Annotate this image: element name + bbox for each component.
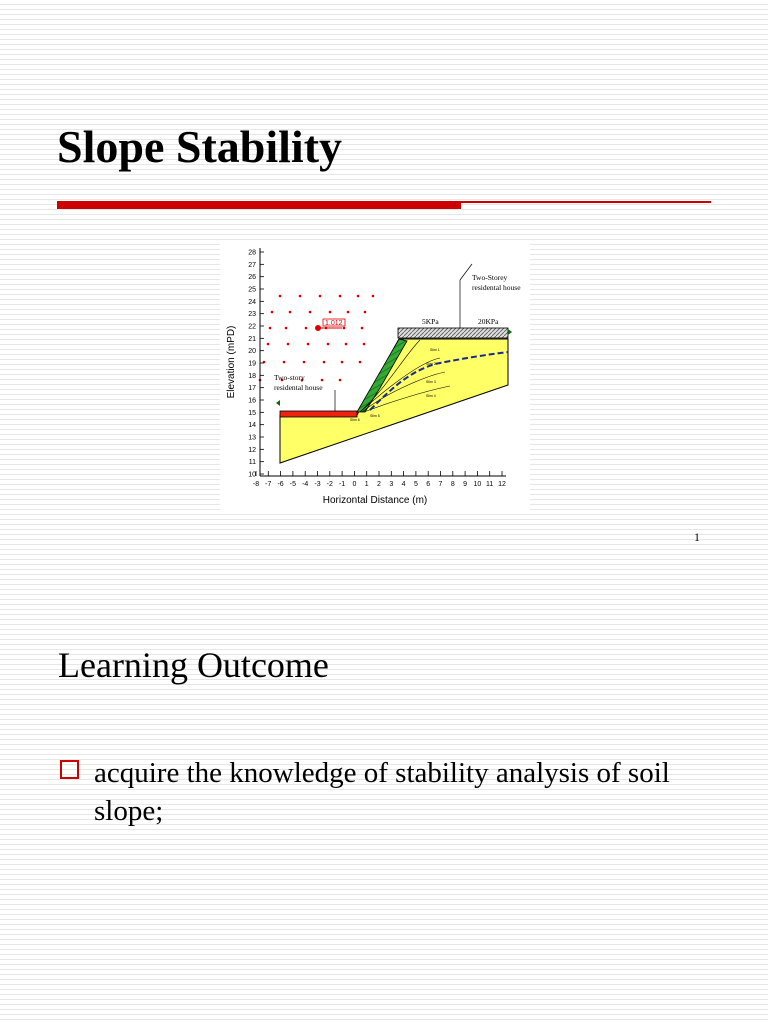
trial-grid-point xyxy=(341,361,344,364)
trial-grid-point xyxy=(347,311,350,314)
trial-grid-points xyxy=(259,295,375,382)
trial-grid-point xyxy=(343,327,346,330)
load-left-label: 5KPa xyxy=(422,317,439,326)
y-tick-label: 27 xyxy=(248,261,256,269)
left-boundary-marker xyxy=(276,400,280,406)
label-house-left-2: residental house xyxy=(274,383,323,392)
x-tick-label: -2 xyxy=(326,481,333,488)
toe-platform xyxy=(280,411,357,417)
trial-grid-point xyxy=(269,327,272,330)
x-tick-label: -6 xyxy=(277,481,284,488)
x-tick-label: 12 xyxy=(498,481,506,488)
y-tick-label: 11 xyxy=(248,459,256,467)
section-heading: Learning Outcome xyxy=(58,645,329,685)
trial-grid-point xyxy=(339,295,342,298)
svg-text:Slim 2: Slim 2 xyxy=(426,362,436,366)
title-underline-thin xyxy=(461,201,711,203)
trial-grid-point xyxy=(271,311,274,314)
slope-cross-section-svg xyxy=(220,240,530,510)
trial-grid-point xyxy=(364,311,367,314)
y-tick-label: 23 xyxy=(248,311,256,319)
x-tick-labels xyxy=(253,471,506,488)
trial-grid-point xyxy=(285,327,288,330)
y-tick-label: 17 xyxy=(248,385,256,393)
trial-grid-point xyxy=(359,361,362,364)
bullet-box-icon xyxy=(60,760,79,779)
trial-grid-point xyxy=(303,361,306,364)
y-tick-label: 13 xyxy=(248,434,256,442)
svg-text:Slim 4: Slim 4 xyxy=(426,394,436,398)
trial-grid-point xyxy=(363,343,366,346)
x-tick-label: -4 xyxy=(302,481,309,488)
x-tick-label: 11 xyxy=(486,481,494,488)
x-tick-label: -8 xyxy=(252,481,260,488)
slide-2 xyxy=(0,570,768,1024)
slope-stability-figure xyxy=(220,240,530,510)
y-tick-label: 19 xyxy=(248,360,256,368)
trial-grid-point xyxy=(321,379,324,382)
x-tick-label: 1 xyxy=(364,481,369,488)
trial-grid-point xyxy=(329,311,332,314)
trial-grid-point xyxy=(299,295,302,298)
label-house-top-1: Two-Storey xyxy=(472,273,508,282)
y-tick-label: 15 xyxy=(248,409,256,417)
x-axis-label: Horizontal Distance (m) xyxy=(322,495,428,506)
y-axis-label: Elevation (mPD) xyxy=(226,325,237,399)
page-number: 1 xyxy=(694,530,700,544)
y-tick-label: 28 xyxy=(248,249,256,257)
trial-grid-point xyxy=(345,343,348,346)
fos-value: 1.012 xyxy=(325,320,343,327)
y-tick-label: 25 xyxy=(248,286,256,294)
right-boundary-marker xyxy=(508,329,512,335)
label-house-left-1: Two-story xyxy=(274,373,305,382)
trial-grid-point xyxy=(323,361,326,364)
y-tick-label: 14 xyxy=(248,422,256,430)
trial-grid-point xyxy=(357,295,360,298)
y-tick-labels xyxy=(248,250,264,479)
title-underline-thick xyxy=(57,201,461,209)
y-tick-label: 24 xyxy=(248,298,256,306)
y-tick-label: 10 xyxy=(248,471,256,479)
trial-grid-point xyxy=(267,343,270,346)
x-tick-label: 4 xyxy=(401,481,406,488)
x-tick-label: 3 xyxy=(389,481,394,488)
trial-grid-point xyxy=(305,327,308,330)
svg-text:Slim 1: Slim 1 xyxy=(430,348,440,352)
y-tick-label: 26 xyxy=(248,274,256,282)
x-tick-label: 7 xyxy=(438,481,443,488)
y-tick-label: 21 xyxy=(248,335,256,343)
x-tick-label: 0 xyxy=(352,481,357,488)
slide-title: Slope Stability xyxy=(57,121,343,172)
trial-grid-point xyxy=(307,343,310,346)
x-tick-label: 2 xyxy=(377,481,381,488)
trial-grid-point xyxy=(287,343,290,346)
trial-grid-point xyxy=(327,343,330,346)
trial-grid-point xyxy=(283,361,286,364)
y-tick-label: 16 xyxy=(248,397,256,405)
x-tick-label: 5 xyxy=(413,481,418,488)
bullet-item xyxy=(60,754,700,830)
x-tick-label: 6 xyxy=(426,481,431,488)
trial-grid-point xyxy=(289,311,292,314)
x-tick-label: 10 xyxy=(473,481,482,488)
trial-grid-point xyxy=(319,295,322,298)
svg-text:Slim 6: Slim 6 xyxy=(350,418,360,422)
trial-grid-point xyxy=(372,295,375,298)
svg-text:Slim 5: Slim 5 xyxy=(370,414,380,418)
trial-grid-point xyxy=(309,311,312,314)
bullet-text: acquire the knowledge of stability analysis of soil slope; xyxy=(94,757,670,827)
label-house-top-2: residental house xyxy=(472,283,521,292)
y-tick-label: 22 xyxy=(248,323,256,331)
load-right-label: 20KPa xyxy=(478,317,499,326)
y-tick-label: 12 xyxy=(248,446,256,454)
trial-grid-point xyxy=(361,327,364,330)
x-tick-label: 8 xyxy=(450,481,455,488)
y-tick-label: 20 xyxy=(248,348,256,356)
x-tick-label: 9 xyxy=(463,481,468,488)
y-tick-label: 18 xyxy=(248,372,256,380)
crest-road xyxy=(398,328,508,338)
trial-grid-point xyxy=(279,295,282,298)
x-tick-label: -7 xyxy=(265,481,272,488)
x-tick-label: -3 xyxy=(314,481,321,488)
x-tick-label: -1 xyxy=(338,481,346,488)
svg-text:Slim 3: Slim 3 xyxy=(426,380,436,384)
x-tick-label: -5 xyxy=(289,481,297,488)
trial-grid-point xyxy=(339,379,342,382)
